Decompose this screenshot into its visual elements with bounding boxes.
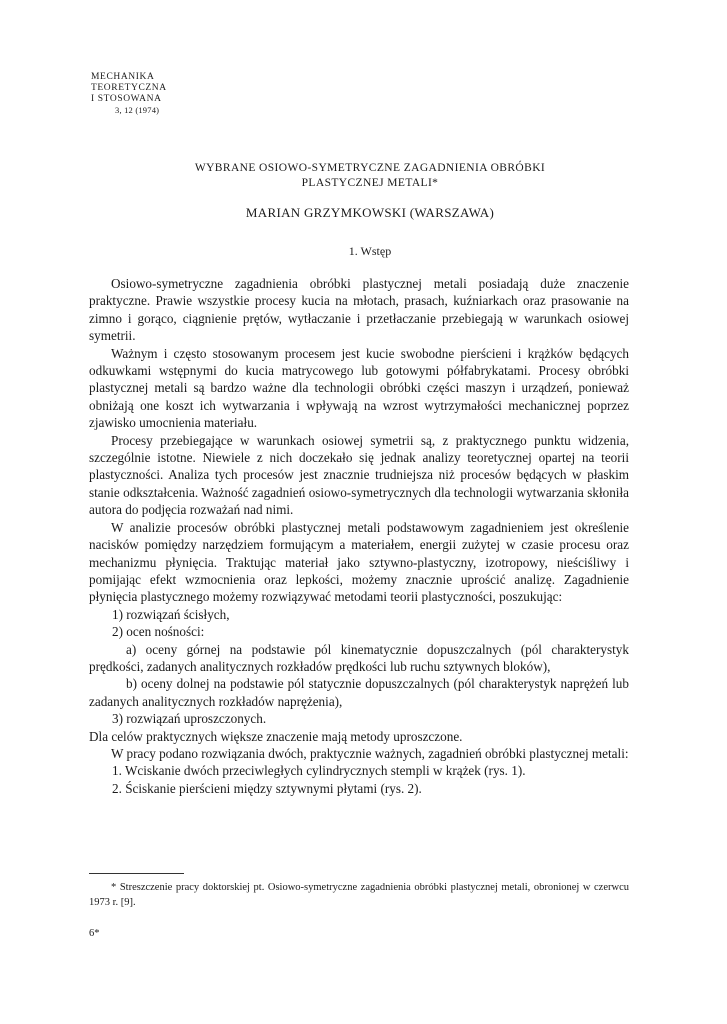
section-heading: 1. Wstęp xyxy=(348,244,392,258)
paper-title-line2: PLASTYCZNEJ METALI* xyxy=(301,177,439,189)
list-item: 1. Wciskanie dwóch przeciwległych cylindrycznych stempli w krążek (rys. 1). xyxy=(112,763,526,779)
list-item: 2. Ściskanie pierścieni między sztywnymi płytami (rys. 2). xyxy=(112,780,422,796)
list-item: 1) rozwiązań ścisłych, xyxy=(112,606,230,622)
author-line: MARIAN GRZYMKOWSKI (WARSZAWA) xyxy=(245,205,495,220)
footnote-divider xyxy=(89,873,184,874)
paragraph: W pracy podano rozwiązania dwóch, praktycznie ważnych, zagadnień obróbki plastycznej metali: xyxy=(111,745,629,761)
paragraph: Dla celów praktycznych większe znaczenie mają metody uproszczone. xyxy=(89,728,463,744)
body-text xyxy=(89,275,629,797)
sub-list-item: b) oceny dolnej na podstawie pól statycznie dopuszczalnych (pól charakterystyk naprężeń lub zadanych analitycznych rozkładów naprężenia), xyxy=(89,676,629,709)
journal-name-line2: TEORETYCZNA xyxy=(91,83,167,93)
paragraph: W analizie procesów obróbki plastycznej metali podstawowym zagadnieniem jest określenie nacisków pomiędzy narzędziem formującym a materiałem, energii zużytej w czasie procesu oraz mechanizmu płynięcia. Traktując materiał jako sztywno-plastyczny, izotropowy, nieściśliwy i pomijając efekt wzmocnienia oraz lepkości, możemy znacznie uprościć analizę. Zagadnienie płynięcia plastycznego możemy rozwiązywać metodami teorii plastyczności, poszukując: xyxy=(89,519,629,605)
paragraph: Osiowo-symetryczne zagadnienia obróbki plastycznej metali posiadają duże znaczenie praktyczne. Prawie wszystkie procesy kucia na młotach, prasach, kuźniarkach oraz prasowanie na zimno i gorąco, ciągnienie prętów, wytłaczanie i przetłaczanie przebiegają w warunkach osiowej symetrii. xyxy=(89,276,629,344)
list-item: 2) ocen nośności: xyxy=(112,624,205,640)
journal-issue: 3, 12 (1974) xyxy=(115,105,160,115)
paper-title xyxy=(100,161,640,191)
paper-title-line1: WYBRANE OSIOWO-SYMETRYCZNE ZAGADNIENIA OBRÓBKI xyxy=(194,162,546,174)
list-item: 3) rozwiązań uproszczonych. xyxy=(112,711,267,727)
page-signature-mark: 6* xyxy=(89,928,100,939)
paragraph: Ważnym i często stosowanym procesem jest kucie swobodne pierścieni i krążków będących odkuwkami wstępnymi do kucia matrycowego lub gotowymi półfabrykatami. Procesy obróbki plastycznej metali są bardzo ważne dla technologii obróbki części maszyn i urządzeń, ponieważ obniżają one koszt ich wytwarzania i wpływają na wzrost wytrzymałości mechanicznej poprzez zjawisko umocnienia materiału. xyxy=(89,345,629,431)
paragraph: Procesy przebiegające w warunkach osiowej symetrii są, z praktycznego punktu widzenia, szczególnie istotne. Niewiele z nich doczekało się jednak analizy teoretycznej opartej na teorii plastyczności. Analiza tych procesów jest znacznie trudniejsza niż procesów będących w płaskim stanie odkształcenia. Ważność zagadnień osiowo-symetrycznych dla technologii wytwarzania skłoniła autora do podjęcia rozważań nad nimi. xyxy=(89,432,629,518)
journal-name-line1: MECHANIKA xyxy=(91,72,155,82)
journal-name-line3: I STOSOWANA xyxy=(91,94,162,104)
journal-header xyxy=(91,72,167,116)
sub-list-item: a) oceny górnej na podstawie pól kinematycznie dopuszczalnych (pól charakterystyk prędkości, zadanych analitycznych rozkładów prędkości lub ruchu sztywnych bloków), xyxy=(89,641,629,674)
footnote-text: * Streszczenie pracy doktorskiej pt. Osiowo-symetryczne zagadnienia obróbki plastycznej metali, obronionej w czerwcu 1973 r. [9]. xyxy=(89,882,629,908)
footnote xyxy=(89,880,629,910)
